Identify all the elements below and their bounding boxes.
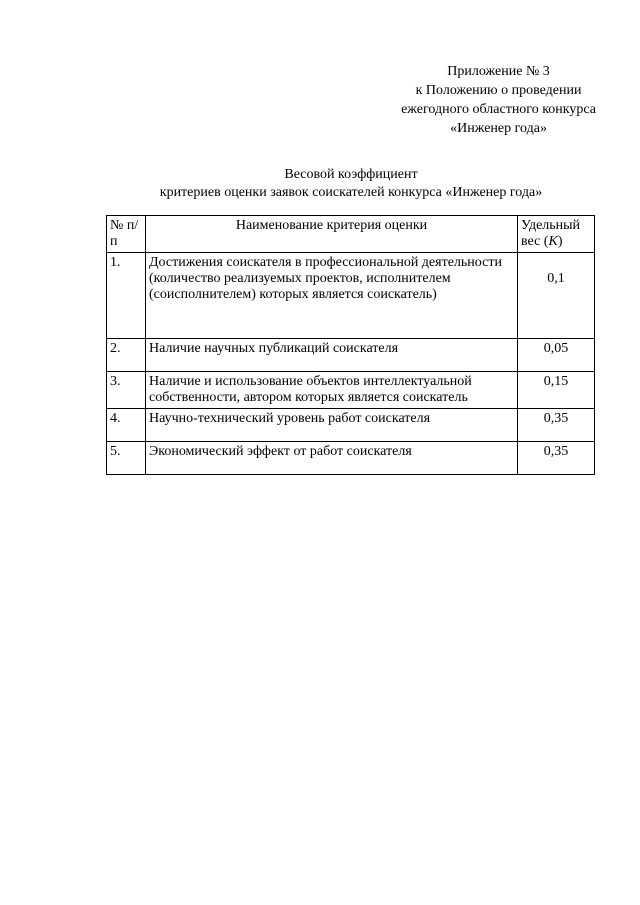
table-row	[107, 253, 595, 339]
row-weight: 0,15	[518, 372, 595, 409]
appendix-line-4: «Инженер года»	[450, 121, 547, 136]
title-line-2: критериев оценки заявок соискателей конкурса «Инженер года»	[159, 185, 543, 200]
header-weight-prefix: Удельный вес (	[521, 218, 581, 249]
row-criterion: Достижения соискателя в профессиональной деятельности (количество реализуемых проектов, исполнителем (соисполнителем) которых является соискатель)	[146, 253, 518, 339]
row-weight: 0,35	[518, 409, 595, 442]
appendix-line-3: ежегодного областного конкурса	[401, 102, 596, 117]
header-weight-symbol: K	[548, 234, 558, 249]
row-weight: 0,1	[518, 253, 595, 339]
criteria-table	[106, 215, 595, 475]
appendix-header	[401, 62, 596, 138]
appendix-line-2: к Положению о проведении	[415, 83, 582, 98]
title-line-1: Весовой коэффициент	[284, 167, 418, 182]
document-title	[108, 166, 594, 202]
header-name: Наименование критерия оценки	[146, 216, 518, 253]
row-criterion: Наличие научных публикаций соискателя	[146, 339, 518, 372]
row-criterion: Научно-технический уровень работ соискателя	[146, 409, 518, 442]
appendix-line-1: Приложение № 3	[447, 64, 550, 79]
row-criterion: Экономический эффект от работ соискателя	[146, 442, 518, 475]
row-weight: 0,05	[518, 339, 595, 372]
row-criterion: Наличие и использование объектов интеллектуальной собственности, автором которых является соискатель	[146, 372, 518, 409]
header-num: № п/п	[107, 216, 146, 253]
table-row	[107, 339, 595, 372]
row-num: 1.	[107, 253, 146, 339]
table-row	[107, 372, 595, 409]
header-weight	[518, 216, 595, 253]
row-num: 4.	[107, 409, 146, 442]
table-row	[107, 409, 595, 442]
row-num: 3.	[107, 372, 146, 409]
row-weight: 0,35	[518, 442, 595, 475]
row-num: 2.	[107, 339, 146, 372]
header-weight-suffix: )	[557, 234, 563, 249]
table-row	[107, 442, 595, 475]
table-header-row	[107, 216, 595, 253]
row-num: 5.	[107, 442, 146, 475]
